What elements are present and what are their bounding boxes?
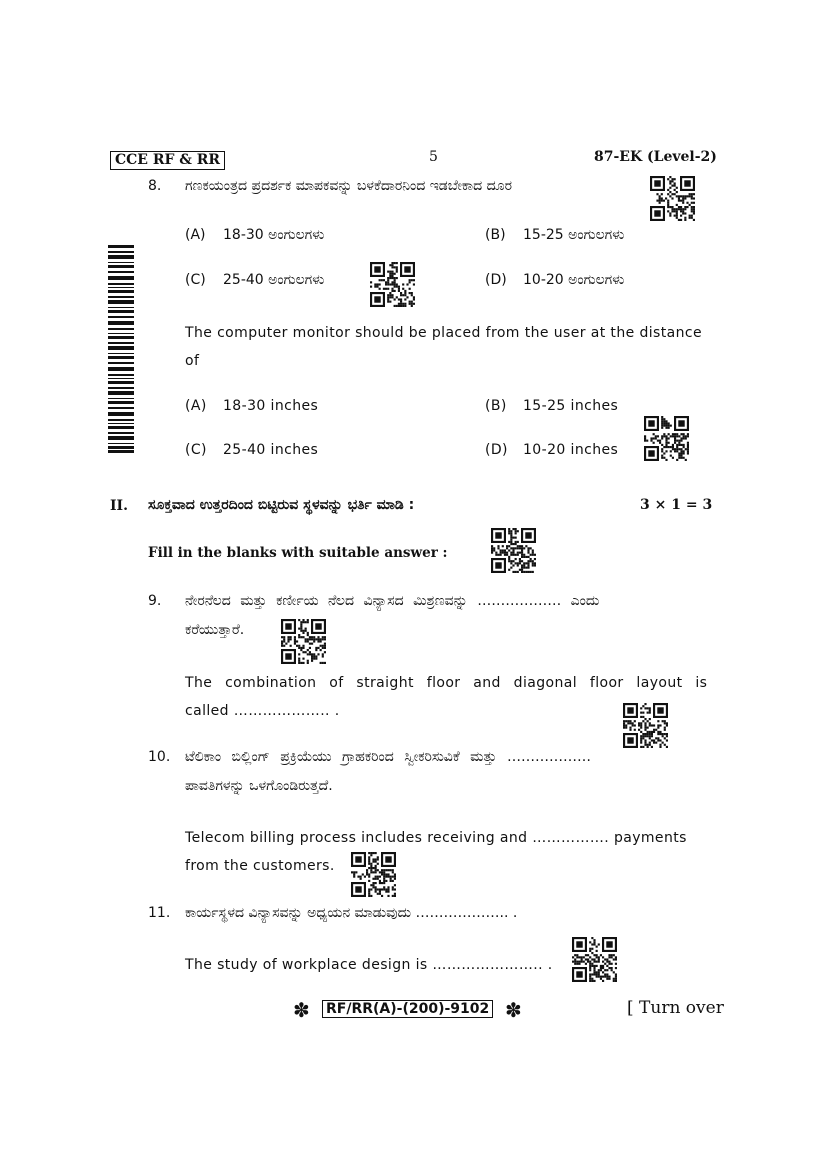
q10-kannada-line1: ಟೆಲಿಕಾಂ ಬಿಲ್ಲಿಂಗ್ ಪ್ರಕ್ರಿಯೆಯು ಗ್ರಾಹಕರಿಂದ ಸ್ವೀಕರಿಸುವಿಕೆ ಮತ್ತು ……………… bbox=[185, 749, 591, 765]
turn-over-text: [ Turn over bbox=[627, 998, 724, 1018]
q9-english-line1: The combination of straight floor and diagonal floor layout is bbox=[185, 675, 708, 691]
header-right-code: 87-EK (Level-2) bbox=[594, 149, 717, 165]
q8-en-option-a-label: (A) bbox=[185, 398, 207, 414]
qr-code-icon bbox=[351, 852, 396, 897]
section-kannada-heading: ಸೂಕ್ತವಾದ ಉತ್ತರದಿಂದ ಬಿಟ್ಟಿರುವ ಸ್ಥಳವನ್ನು ಭರ್ತಿ ಮಾಡಿ : bbox=[148, 497, 415, 513]
q8-kn-option-a: 18-30 ಅಂಗುಲಗಳು bbox=[223, 227, 325, 243]
section-roman-numeral: II. bbox=[110, 498, 128, 514]
q9-number: 9. bbox=[148, 593, 162, 609]
q8-english-question-line2: of bbox=[185, 353, 200, 369]
q8-en-option-a: 18-30 inches bbox=[223, 398, 319, 414]
q9-kannada-line1: ನೇರನೆಲದ ಮತ್ತು ಕರ್ಣೀಯ ನೆಲದ ವಿನ್ಯಾಸದ ಮಿಶ್ರಣವನ್ನು ……………… ಎಂದು bbox=[185, 593, 600, 609]
qr-code-icon bbox=[281, 619, 326, 664]
header-left-code: CCE RF & RR bbox=[110, 151, 225, 170]
q8-number: 8. bbox=[148, 178, 162, 194]
qr-code-icon bbox=[572, 937, 617, 982]
section-english-heading: Fill in the blanks with suitable answer : bbox=[148, 545, 448, 561]
q8-en-option-d: 10-20 inches bbox=[523, 442, 619, 458]
q8-en-option-d-label: (D) bbox=[485, 442, 508, 458]
q10-english-line2: from the customers. bbox=[185, 858, 335, 874]
q8-kn-option-b: 15-25 ಅಂಗುಲಗಳು bbox=[523, 227, 625, 243]
qr-code-icon bbox=[650, 176, 695, 221]
q10-english-line1: Telecom billing process includes receiving and ……………. payments bbox=[185, 830, 687, 846]
q11-english: The study of workplace design is ………………….. . bbox=[185, 957, 553, 973]
q8-kn-option-c: 25-40 ಅಂಗುಲಗಳು bbox=[223, 272, 325, 288]
q9-english-line2: called ……………….. . bbox=[185, 703, 340, 719]
q8-en-option-b: 15-25 inches bbox=[523, 398, 619, 414]
qr-code-icon bbox=[491, 528, 536, 573]
q11-number: 11. bbox=[148, 905, 171, 921]
section-marks: 3 × 1 = 3 bbox=[640, 497, 713, 513]
q9-kannada-line2: ಕರೆಯುತ್ತಾರೆ. bbox=[185, 622, 245, 638]
qr-code-icon bbox=[370, 262, 415, 307]
q8-kn-option-b-label: (B) bbox=[485, 227, 506, 243]
q8-kn-option-a-label: (A) bbox=[185, 227, 206, 243]
footer-code: RF/RR(A)-(200)-9102 bbox=[322, 1000, 493, 1018]
q8-kannada-question: ಗಣಕಯಂತ್ರದ ಪ್ರದರ್ಶಕ ಮಾಪಕವನ್ನು ಬಳಕೆದಾರನಿಂದ ಇಡಬೇಕಾದ ದೂರ bbox=[185, 178, 513, 194]
q8-en-option-b-label: (B) bbox=[485, 398, 507, 414]
q11-kannada: ಕಾರ್ಯಸ್ಥಳದ ವಿನ್ಯಾಸವನ್ನು ಅಧ್ಯಯನ ಮಾಡುವುದು ……………….. . bbox=[185, 905, 518, 921]
q10-number: 10. bbox=[148, 749, 171, 765]
q8-english-question-line1: The computer monitor should be placed from the user at the distance bbox=[185, 325, 702, 341]
barcode-icon bbox=[108, 245, 134, 453]
right-ornament-icon: ✽ bbox=[505, 998, 522, 1022]
q8-kn-option-c-label: (C) bbox=[185, 272, 206, 288]
q8-en-option-c-label: (C) bbox=[185, 442, 207, 458]
q8-kn-option-d: 10-20 ಅಂಗುಲಗಳು bbox=[523, 272, 625, 288]
q8-en-option-c: 25-40 inches bbox=[223, 442, 319, 458]
q8-kn-option-d-label: (D) bbox=[485, 272, 507, 288]
q10-kannada-line2: ಪಾವತಿಗಳನ್ನು ಒಳಗೊಂಡಿರುತ್ತದೆ. bbox=[185, 778, 333, 794]
left-ornament-icon: ✽ bbox=[293, 998, 310, 1022]
qr-code-icon bbox=[623, 703, 668, 748]
page-number: 5 bbox=[429, 149, 438, 165]
qr-code-icon bbox=[644, 416, 689, 461]
